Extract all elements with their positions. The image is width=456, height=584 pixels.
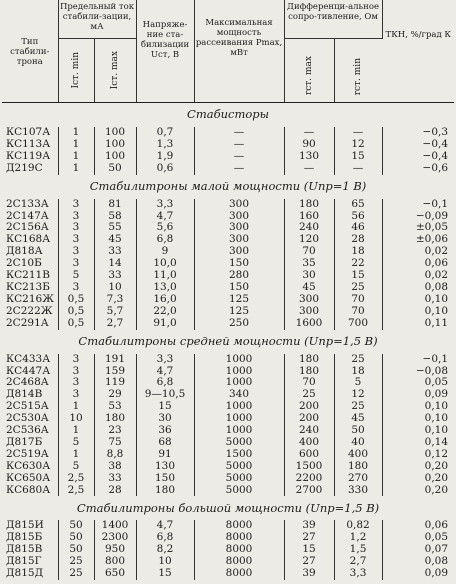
section-title-row — [2, 103, 454, 128]
table-cell: 5 — [58, 461, 94, 473]
table-cell: 35 — [284, 258, 334, 270]
table-cell: 1 — [58, 139, 94, 151]
header-current-group: Предельный ток стабили-зации, мА — [58, 0, 136, 39]
table-cell: 0,5 — [58, 294, 94, 306]
table-cell: 8000 — [194, 520, 284, 532]
table-cell: 25 — [334, 282, 382, 294]
table-cell: 8,8 — [94, 449, 136, 461]
table-cell: 1500 — [194, 449, 284, 461]
header-rmin: rст. min — [334, 39, 382, 103]
table-cell: 28 — [334, 234, 382, 246]
table-cell: 23 — [94, 425, 136, 437]
table-cell: 2С536А — [2, 425, 58, 437]
table-cell: 3,3 — [136, 199, 194, 211]
table-row — [2, 294, 454, 306]
section-title: Стабилитроны малой мощности (Uпр=1 В) — [89, 178, 367, 193]
table-cell: 45 — [334, 413, 382, 425]
table-cell: 1000 — [194, 401, 284, 413]
table-cell: Д219С — [2, 163, 58, 175]
table-cell: 15 — [334, 270, 382, 282]
table-cell: 25 — [58, 568, 94, 580]
table-cell: 200 — [284, 401, 334, 413]
table-cell: 0,02 — [424, 245, 449, 258]
table-row — [2, 485, 454, 497]
table-cell: 1500 — [284, 461, 334, 473]
table-cell: 240 — [284, 425, 334, 437]
table-cell: 70 — [284, 377, 334, 389]
table-cell: — — [194, 151, 284, 163]
table-cell: 50 — [58, 520, 94, 532]
table-cell: 28 — [94, 485, 136, 497]
table-cell: — — [334, 127, 382, 139]
table-cell: 1000 — [194, 425, 284, 437]
section-title: Стабилитроны большой мощности (Uпр=1,5 В) — [76, 500, 380, 515]
table-cell: 1,5 — [334, 544, 382, 556]
table-cell: 1 — [58, 151, 94, 163]
table-cell: 5000 — [194, 461, 284, 473]
table-cell: 120 — [284, 234, 334, 246]
table-cell: КС433А — [2, 354, 58, 366]
table-cell: 3 — [58, 234, 94, 246]
table-cell: 27 — [284, 532, 334, 544]
header-type: Тип стабили-трона — [2, 0, 58, 103]
table-cell: — — [194, 139, 284, 151]
table-cell: 25 — [334, 354, 382, 366]
header-voltage: Напряже-ние ста-билизации Uст, В — [136, 0, 194, 103]
table-cell: 100 — [94, 127, 136, 139]
table-cell: 6,8 — [136, 532, 194, 544]
table-cell: 4,7 — [136, 366, 194, 378]
table-cell: 12 — [334, 389, 382, 401]
table-cell: КС113А — [2, 139, 58, 151]
header-imax: Iст. max — [94, 39, 136, 103]
table-cell: 3 — [58, 282, 94, 294]
table-cell: −0,6 — [422, 161, 449, 174]
table-cell: 650 — [94, 568, 136, 580]
table-cell: Д815Г — [2, 556, 58, 568]
table-cell: 3,3 — [136, 354, 194, 366]
table-cell: 700 — [334, 318, 382, 330]
table-cell: — — [284, 127, 334, 139]
table-cell: 125 — [194, 306, 284, 318]
table-cell: 2,7 — [334, 556, 382, 568]
table-cell: 180 — [284, 354, 334, 366]
table-cell: 950 — [94, 544, 136, 556]
table-cell: 0,02 — [424, 269, 449, 282]
table-cell: 45 — [284, 282, 334, 294]
table-cell: ±0,05 — [415, 221, 449, 234]
table-cell: 5,6 — [136, 222, 194, 234]
table-cell: 150 — [136, 473, 194, 485]
table-row — [2, 354, 454, 366]
table-cell: 9 — [136, 246, 194, 258]
table-cell: 10 — [58, 413, 94, 425]
table-cell: 8000 — [194, 544, 284, 556]
table-cell: 0,05 — [424, 531, 449, 544]
table-cell: — — [194, 127, 284, 139]
table-cell: 3 — [58, 389, 94, 401]
table-cell: 1,9 — [136, 151, 194, 163]
table-cell: −0,1 — [422, 197, 449, 210]
table-cell: 2С222Ж — [2, 306, 58, 318]
table-cell: 2С515А — [2, 401, 58, 413]
table-cell: 5,7 — [94, 306, 136, 318]
table-cell: 2С133А — [2, 199, 58, 211]
table-cell: 3 — [58, 199, 94, 211]
table-cell: 130 — [284, 151, 334, 163]
table-cell: 180 — [136, 485, 194, 497]
table-cell: 15 — [284, 544, 334, 556]
table-cell: −0,4 — [422, 137, 449, 150]
table-cell: 6,8 — [136, 234, 194, 246]
section-title-row — [2, 496, 454, 520]
table-cell: 330 — [334, 485, 382, 497]
table-cell: 1,2 — [334, 532, 382, 544]
table-cell: КС680А — [2, 485, 58, 497]
table-cell: 1000 — [194, 354, 284, 366]
table-cell: 5000 — [194, 485, 284, 497]
table-cell: 22 — [334, 258, 382, 270]
table-cell: 22,0 — [136, 306, 194, 318]
table-cell: 0,20 — [424, 483, 449, 496]
table-cell: 36 — [136, 425, 194, 437]
zener-diode-table — [2, 0, 454, 580]
table-cell: — — [194, 163, 284, 175]
section-title: Стабилитроны средней мощности (Uпр=1,5 В) — [78, 333, 378, 348]
table-cell: 70 — [284, 246, 334, 258]
table-cell: 600 — [284, 449, 334, 461]
table-cell: 0,10 — [424, 412, 449, 425]
section-title: Стабисторы — [187, 107, 269, 122]
table-cell: КС447А — [2, 366, 58, 378]
table-cell: −0,4 — [422, 149, 449, 162]
table-cell: 39 — [284, 568, 334, 580]
table-cell: 1000 — [194, 413, 284, 425]
table-cell: 1 — [58, 449, 94, 461]
table-cell: 150 — [194, 258, 284, 270]
table-cell: −0,1 — [422, 352, 449, 365]
table-cell: 0,06 — [424, 257, 449, 270]
table-cell: 240 — [284, 222, 334, 234]
table-cell: 9—10,5 — [136, 389, 194, 401]
table-cell: −0,09 — [415, 209, 449, 222]
table-cell: 0,08 — [424, 280, 449, 293]
table-cell: 340 — [194, 389, 284, 401]
table-cell: 130 — [136, 461, 194, 473]
table-cell: 18 — [334, 366, 382, 378]
table-cell: 25 — [284, 389, 334, 401]
table-cell: 91,0 — [136, 318, 194, 330]
table-cell: 8,2 — [136, 544, 194, 556]
table-row — [2, 306, 454, 318]
table-cell: 0,05 — [424, 376, 449, 389]
table-cell: 3 — [58, 246, 94, 258]
table-cell: 5 — [58, 270, 94, 282]
table-cell: 8000 — [194, 556, 284, 568]
table-cell: 1 — [58, 401, 94, 413]
table-cell: 16,0 — [136, 294, 194, 306]
table-row — [2, 163, 454, 175]
table-cell: ±0,06 — [415, 233, 449, 246]
table-cell: 3 — [58, 222, 94, 234]
table-cell: 3 — [58, 258, 94, 270]
table-cell: 56 — [334, 211, 382, 223]
table-cell: — — [334, 163, 382, 175]
table-cell: 5000 — [194, 437, 284, 449]
table-cell: 5 — [58, 437, 94, 449]
table-cell: 4,7 — [136, 520, 194, 532]
table-cell: 33 — [94, 473, 136, 485]
table-row — [2, 461, 454, 473]
table-cell: 14 — [94, 258, 136, 270]
table-cell: 2,5 — [58, 473, 94, 485]
table-cell: 6,8 — [136, 377, 194, 389]
table-cell: 2С147А — [2, 211, 58, 223]
table-cell: 191 — [94, 354, 136, 366]
table-row — [2, 449, 454, 461]
table-cell: 38 — [94, 461, 136, 473]
table-cell: 150 — [194, 282, 284, 294]
table-cell: 58 — [94, 211, 136, 223]
table-cell: 39 — [284, 520, 334, 532]
table-cell: 15 — [334, 151, 382, 163]
table-cell: КС211В — [2, 270, 58, 282]
table-cell: 3,3 — [334, 568, 382, 580]
table-cell: 1,3 — [136, 139, 194, 151]
table-cell: 2700 — [284, 485, 334, 497]
table-cell: 2С156А — [2, 222, 58, 234]
table-cell: Д815И — [2, 520, 58, 532]
table-cell: — — [284, 163, 334, 175]
table-cell: 280 — [194, 270, 284, 282]
table-cell: 100 — [94, 139, 136, 151]
table-cell: 2,7 — [94, 318, 136, 330]
section-title-row — [2, 330, 454, 354]
table-cell: 18 — [334, 246, 382, 258]
table-cell: 200 — [284, 413, 334, 425]
table-cell: 119 — [94, 377, 136, 389]
table-cell: 5000 — [194, 473, 284, 485]
table-cell: 45 — [94, 234, 136, 246]
table-row — [2, 568, 454, 580]
table-cell: 29 — [94, 389, 136, 401]
table-cell: 2С10Б — [2, 258, 58, 270]
table-cell: 0,82 — [334, 520, 382, 532]
header-power: Максимальная мощность рассеивания Pmax, мВт — [194, 0, 284, 103]
table-cell: 55 — [94, 222, 136, 234]
table-cell: 10 — [94, 282, 136, 294]
header-row-top — [2, 0, 454, 39]
table-cell: 0,6 — [136, 163, 194, 175]
table-cell: 300 — [284, 294, 334, 306]
table-cell: −0,08 — [415, 364, 449, 377]
table-row — [2, 473, 454, 485]
table-cell: 300 — [194, 199, 284, 211]
table-cell: 0,09 — [424, 388, 449, 401]
table-cell: 0,10 — [424, 400, 449, 413]
table-cell: 180 — [284, 199, 334, 211]
table-cell: 300 — [194, 222, 284, 234]
table-cell: КС119А — [2, 151, 58, 163]
table-cell: 12 — [334, 139, 382, 151]
table-cell: 400 — [334, 449, 382, 461]
table-cell: 1 — [58, 127, 94, 139]
table-cell: 50 — [334, 425, 382, 437]
table-cell: 3 — [58, 366, 94, 378]
table-cell: 1 — [58, 163, 94, 175]
table-cell: 50 — [58, 532, 94, 544]
table-cell: 0,10 — [424, 304, 449, 317]
table-cell: 40 — [334, 437, 382, 449]
table-cell: Д815Б — [2, 532, 58, 544]
table-cell: 3 — [58, 377, 94, 389]
table-cell: 0,14 — [424, 435, 449, 448]
table-cell: 300 — [194, 246, 284, 258]
table-cell: КС213Б — [2, 282, 58, 294]
table-cell: 8000 — [194, 532, 284, 544]
table-cell: 15 — [136, 401, 194, 413]
table-cell: 7,3 — [94, 294, 136, 306]
table-cell: 5 — [334, 377, 382, 389]
table-cell: 30 — [284, 270, 334, 282]
table-row — [2, 139, 454, 151]
table-cell: 300 — [284, 306, 334, 318]
table-cell: 270 — [334, 473, 382, 485]
table-cell: 125 — [194, 294, 284, 306]
header-diff-group: Дифференци-альное сопро-тивление, Ом — [284, 0, 382, 39]
table-cell: 50 — [58, 544, 94, 556]
table-cell: 1000 — [194, 377, 284, 389]
table-cell: 0,09 — [424, 567, 449, 580]
table-cell: 81 — [94, 199, 136, 211]
header-tkn: ТКН, %/град К — [382, 0, 454, 103]
table-cell: 53 — [94, 401, 136, 413]
table-cell: 75 — [94, 437, 136, 449]
table-cell: 1400 — [94, 520, 136, 532]
table-cell: 2С468А — [2, 377, 58, 389]
table-cell: 100 — [94, 151, 136, 163]
table-cell: 0,06 — [424, 519, 449, 532]
table-cell: 1600 — [284, 318, 334, 330]
table-cell: Д817Б — [2, 437, 58, 449]
table-cell: 0,07 — [424, 543, 449, 556]
table-cell: 0,20 — [424, 471, 449, 484]
table-cell: 70 — [334, 306, 382, 318]
header-rmax: rст. max — [284, 39, 334, 103]
table-cell: 30 — [136, 413, 194, 425]
table-cell: 8000 — [194, 568, 284, 580]
table-cell: Д818А — [2, 246, 58, 258]
table-cell: 46 — [334, 222, 382, 234]
table-cell: 300 — [194, 211, 284, 223]
table-cell: 400 — [284, 437, 334, 449]
table-cell: 2300 — [94, 532, 136, 544]
table-cell: КС216Ж — [2, 294, 58, 306]
table-cell: КС630А — [2, 461, 58, 473]
header-imin: Iст. min — [58, 39, 94, 103]
table-cell: 2С291А — [2, 318, 58, 330]
table-cell: −0,3 — [422, 126, 449, 138]
table-cell: 27 — [284, 556, 334, 568]
table-body — [2, 103, 454, 581]
table-cell: 91 — [136, 449, 194, 461]
table-row — [2, 318, 454, 330]
table-cell: 3 — [58, 211, 94, 223]
table-cell: 4,7 — [136, 211, 194, 223]
table-cell: 50 — [94, 163, 136, 175]
table-cell: КС107А — [2, 127, 58, 139]
table-cell: 3 — [58, 354, 94, 366]
table-row — [2, 151, 454, 163]
table-cell: 0,11 — [424, 316, 449, 329]
table-cell: 300 — [194, 234, 284, 246]
table-cell: 0,5 — [58, 306, 94, 318]
table-cell: 2С519А — [2, 449, 58, 461]
table-cell: 160 — [284, 211, 334, 223]
table-cell: 2200 — [284, 473, 334, 485]
table-cell: 2С530А — [2, 413, 58, 425]
table-cell: 68 — [136, 437, 194, 449]
table-cell: 0,10 — [424, 424, 449, 437]
table-cell: 13,0 — [136, 282, 194, 294]
table-cell: 0,20 — [424, 459, 449, 472]
table-cell: 70 — [334, 294, 382, 306]
table-cell: 25 — [58, 556, 94, 568]
table-cell: 0,10 — [424, 292, 449, 305]
table-cell: 1000 — [194, 366, 284, 378]
table-cell: Д815В — [2, 544, 58, 556]
table-cell: 180 — [334, 461, 382, 473]
table-cell: КС650А — [2, 473, 58, 485]
table-cell: 33 — [94, 270, 136, 282]
table-cell: 10 — [136, 556, 194, 568]
table-cell: 10,0 — [136, 258, 194, 270]
table-cell: 0,5 — [58, 318, 94, 330]
table-cell: 180 — [94, 413, 136, 425]
table-cell: 25 — [334, 401, 382, 413]
table-cell: 15 — [136, 568, 194, 580]
table-row — [2, 127, 454, 139]
table-cell: 0,7 — [136, 127, 194, 139]
table-cell: 11,0 — [136, 270, 194, 282]
table-cell: 33 — [94, 246, 136, 258]
section-title-row — [2, 175, 454, 199]
table-cell: 2,5 — [58, 485, 94, 497]
table-cell: Д815Д — [2, 568, 58, 580]
table-cell: 180 — [284, 366, 334, 378]
table-cell: 65 — [334, 199, 382, 211]
table-cell: 90 — [284, 139, 334, 151]
table-cell: 0,12 — [424, 447, 449, 460]
table-cell: КС168А — [2, 234, 58, 246]
table-cell: Д814В — [2, 389, 58, 401]
table-row — [2, 199, 454, 211]
table-cell: 0,08 — [424, 555, 449, 568]
table-cell: 250 — [194, 318, 284, 330]
table-cell: 159 — [94, 366, 136, 378]
table-cell: 800 — [94, 556, 136, 568]
table-cell: 1 — [58, 425, 94, 437]
